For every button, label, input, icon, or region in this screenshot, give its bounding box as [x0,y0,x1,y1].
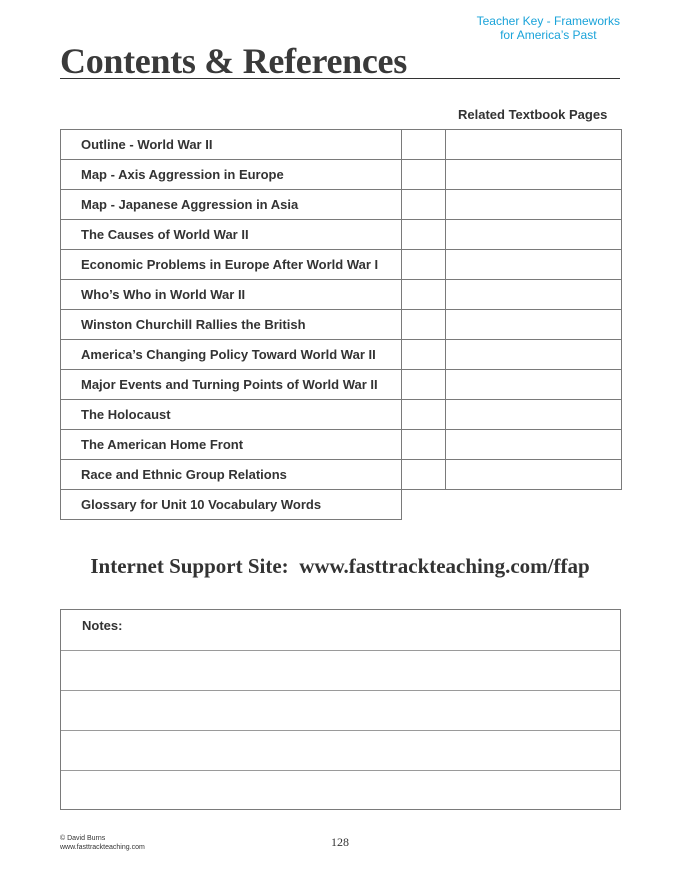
table-row [61,280,622,310]
empty-cell [446,490,622,520]
topic-cell: The Holocaust [61,400,402,430]
topic-cell: Winston Churchill Rallies the British [61,310,402,340]
contents-table [60,129,622,520]
table-row [61,370,622,400]
page-ref-cell[interactable] [446,400,622,430]
page-ref-cell[interactable] [402,220,446,250]
footer-website: www.fasttrackteaching.com [60,844,145,851]
page-number: 128 [331,835,349,849]
topic-cell: Major Events and Turning Points of World War II [61,370,402,400]
page-ref-cell[interactable] [402,370,446,400]
notes-box [60,609,621,810]
table-row [61,160,622,190]
page-ref-cell[interactable] [402,190,446,220]
topic-cell: The Causes of World War II [61,220,402,250]
title-rule [60,78,620,79]
table-row [61,130,622,160]
page-ref-cell[interactable] [402,430,446,460]
notes-line [61,650,620,651]
topic-cell: America’s Changing Policy Toward World War II [61,340,402,370]
page-ref-cell[interactable] [446,130,622,160]
topic-cell: Map - Axis Aggression in Europe [61,160,402,190]
topic-cell: Glossary for Unit 10 Vocabulary Words [61,490,402,520]
internet-support-label: Internet Support Site: [90,554,289,578]
table-row [61,490,622,520]
topic-cell: Map - Japanese Aggression in Asia [61,190,402,220]
page-ref-cell[interactable] [402,340,446,370]
page-ref-cell[interactable] [402,250,446,280]
page-ref-cell[interactable] [402,130,446,160]
internet-support-url[interactable]: www.fasttrackteaching.com/ffap [299,554,590,578]
page-ref-cell[interactable] [446,190,622,220]
internet-support-site [0,554,680,579]
topic-cell: The American Home Front [61,430,402,460]
page-ref-cell[interactable] [446,370,622,400]
page-ref-cell[interactable] [446,250,622,280]
notes-line [61,690,620,691]
page-ref-cell[interactable] [446,160,622,190]
related-pages-label: Related Textbook Pages [458,107,608,122]
table-row [61,250,622,280]
header-note-line2: for America’s Past [500,28,597,42]
table-row [61,430,622,460]
table-row [61,190,622,220]
notes-line [61,770,620,771]
page-ref-cell[interactable] [446,220,622,250]
page-ref-cell[interactable] [402,460,446,490]
page-ref-cell[interactable] [402,310,446,340]
topic-cell: Who’s Who in World War II [61,280,402,310]
notes-line [61,730,620,731]
topic-cell: Race and Ethnic Group Relations [61,460,402,490]
page-ref-cell[interactable] [446,280,622,310]
page-ref-cell[interactable] [402,280,446,310]
page-ref-cell[interactable] [446,310,622,340]
page-ref-cell[interactable] [446,430,622,460]
page-title: Contents & References [60,41,407,81]
notes-label: Notes: [82,618,123,633]
topic-cell: Outline - World War II [61,130,402,160]
table-row [61,310,622,340]
page-ref-cell[interactable] [446,460,622,490]
footer-copyright: © David Burns [60,835,106,842]
header-note [477,14,620,42]
topic-cell: Economic Problems in Europe After World War I [61,250,402,280]
table-row [61,400,622,430]
empty-cell [402,490,446,520]
page-ref-cell[interactable] [402,160,446,190]
header-note-line1: Teacher Key - Frameworks [476,14,620,28]
table-row [61,340,622,370]
page-ref-cell[interactable] [402,400,446,430]
page-ref-cell[interactable] [446,340,622,370]
table-row [61,220,622,250]
table-row [61,460,622,490]
